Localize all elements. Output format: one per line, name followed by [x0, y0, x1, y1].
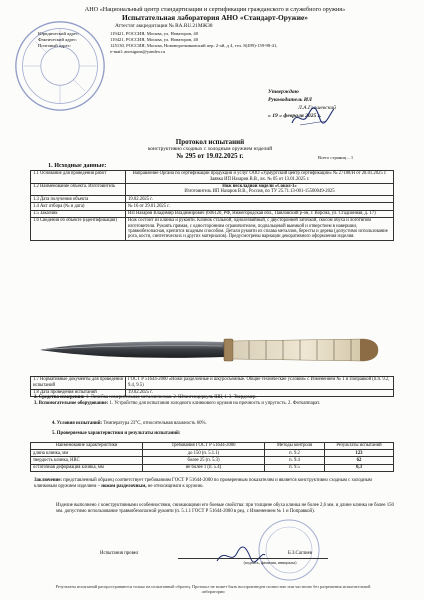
table-header-row — [31, 443, 394, 450]
table-cell: твердость клинка, HRC — [31, 457, 143, 464]
footer-note: Результаты испытаний распространяются только на испытанный образец. Протокол не может быть воспроизведен полностью или частично без разрешения испытательной лаборатории — [55, 584, 371, 594]
approval-line: Утверждаю — [268, 89, 299, 95]
regulation-table — [30, 376, 394, 397]
conditions-value: Температура 23°С, относительная влажность 60%. — [103, 421, 207, 426]
table-row — [31, 171, 394, 184]
table-value: Направление Органа по сертификации продукции и услуг ООО «Удмуртский центр сертификации» № 27188/Н от 28.01.2025 г. Заявка ИП Назаров В.В., вх. № 05 от 13.01.2025 г. — [126, 171, 394, 184]
table-cell: п. 9.4 — [265, 457, 325, 464]
contact-label: Почтовый адрес: — [38, 43, 72, 48]
accreditation: Аттестат аккредитации № RA.RU.21MЖ38 — [115, 23, 213, 29]
source-data-table — [30, 170, 394, 241]
aux-equipment-value: 1. Устройство для испытания холодного клинкового оружия на прочность и упругость. 2. Фотоаппарат. — [109, 401, 321, 406]
signature-name: Б.З.Саглиев — [288, 551, 312, 556]
table-key: 1.3 Дата получения объекта — [31, 196, 126, 203]
table-cell: длина клинка, мм — [31, 450, 143, 457]
approval-line: Л.А.Глашевский — [298, 105, 336, 111]
equipment-label: 2. Средства измерения: — [34, 395, 85, 400]
design-note: Изделие выполнено с конструктивными особенностями, снижающими его боевые свойства: при толщине обуха клинка не более 2,6 мм. и длине клинка не более 150 мм. допустимо использование травмобезопасной рукояти (п. 5.1.1 ГОСТ Р 51644-2000 в ред. с Изменением № 1 и Поправкой). — [56, 503, 394, 514]
protocol-title: Протокол испытаний — [175, 138, 245, 146]
contact-value: 125130, РОССИЯ, Москва, Нововоротниковский пер. 2-ой, д 4, тел. 8(499)-159-98-41, — [110, 43, 278, 48]
table-value — [126, 183, 394, 196]
table-key: 1.4 Акт отбора (№ и дата) — [31, 203, 126, 210]
table-cell: до 150 (п. 5.1.1) — [143, 450, 265, 457]
table-key: 1.7 Нормативные документы для проведения испытаний — [31, 377, 126, 390]
conclusion-text: представленный образец соответствует требованиям ГОСТ Р 51644-2000 по проверенным показателям и является конструктивно сходным с холодным клинковым оружием изделием – — [34, 478, 372, 489]
signature-image — [290, 105, 336, 129]
equipment-value: 1. Линейка измерительная металлическая. 2. Штангенциркуль ШЦ-1. 3. Твердомер. — [85, 395, 257, 400]
table-value: № 16 от 29.01.2025 г. — [126, 203, 394, 210]
column-header: Наименование характеристики — [31, 443, 143, 450]
protocol-subtitle: конструктивно сходных с холодным оружием изделий — [147, 146, 273, 152]
column-header: Требования ГОСТ Р 51644-2000 — [143, 443, 265, 450]
table-row — [31, 457, 394, 464]
table-cell: остаточная деформация клинка, мм — [31, 464, 143, 471]
table-row — [31, 196, 394, 203]
column-header: Методы контроля — [265, 443, 325, 450]
table-key: 1.1 Основание для проведения работ — [31, 171, 126, 184]
lab-line: Испытательная лаборатория АНО «Стандарт-Оружие» — [121, 13, 309, 22]
conclusion-label: Заключение: — [34, 478, 62, 483]
manufacturer: Изготовитель ИП Назаров В.В., Россия, по ТУ 25.71.13-001-15500049-2025 — [184, 189, 335, 195]
table-cell: 0,3 — [325, 464, 394, 471]
results-heading: 5. Проверяемые характеристики и результаты испытаний: — [52, 431, 181, 436]
table-cell: 62 — [325, 457, 394, 464]
conclusion-bold: ножом разделочным, — [101, 483, 147, 489]
org-line: АНО «Национальный центр стандартизации и сертификации гражданского и служебного оружия» — [84, 6, 346, 13]
approval-date: « 19 » февраля 2025 г. — [268, 113, 322, 119]
conditions-label: 4. Условия испытаний: — [52, 421, 103, 426]
table-cell: 123 — [325, 450, 394, 457]
signature-caption: (подпись, фамилия, инициалы) — [243, 560, 297, 565]
contact-label: Юридический адрес: — [38, 31, 80, 36]
conclusion — [34, 478, 396, 489]
conclusion-text-end: не относящимся к оружию. — [147, 483, 204, 489]
table-row — [31, 217, 394, 240]
table-row — [31, 464, 394, 471]
table-cell: более 25 (п. 5.3) — [143, 457, 265, 464]
conditions-line — [52, 421, 392, 427]
aux-equipment-line — [34, 401, 394, 407]
object-name: Нож нескладной модели «Сокол-1» — [222, 183, 297, 189]
contact-email: e-mail: anostguns@yandex.ru — [110, 49, 166, 54]
table-row — [31, 210, 394, 217]
signature-line — [178, 558, 328, 559]
table-row — [31, 450, 394, 457]
page-count: Всего страниц – 1 — [318, 155, 354, 160]
table-value: ГОСТ Р 51644-2000 «Ножи разделочные и шкуросъемные. Общие технические условия» с Изменением № 1 и Поправкой (п.п. 9.2, 9.4, 9.5) — [126, 377, 394, 390]
approval-line: Руководитель ИЛ — [268, 97, 312, 103]
table-cell: не более 1 (п. 5.4) — [143, 464, 265, 471]
section-heading: 1. Исходные данные: — [48, 162, 107, 169]
table-key: 1.8 Дата проведения испытаний — [31, 389, 126, 396]
contact-value: 119421, РОССИЯ, Москва, ул. Новаторов, 40 — [110, 31, 199, 36]
table-key: 1.5 Заказчик — [31, 210, 126, 217]
contact-value: 119421, РОССИЯ, Москва, ул. Новаторов, 40 — [110, 37, 199, 42]
protocol-number: № 295 от 19.02.2025 г. — [176, 152, 244, 160]
table-row — [31, 203, 394, 210]
aux-equipment-label: 3. Вспомогательное оборудование: — [34, 401, 109, 406]
table-value: 19.02.2025 г. — [126, 389, 394, 396]
signature-label: Испытания провел — [100, 551, 139, 556]
table-value: Нож состоит из клинка и рукояти. Клинок стальной, однолезвийный, с двусторонней заточкой, скосом обуха и логотипом изготовителя. Рукоять прямая, с односторонним ограничителем, подпальцевой выемкой и отверстием в навершии, травмобезопасная, крепится всадным способом. Детали рукояти из сплава металлов, бересты и дерева (допустимо использование рога, кости, синтетических и других материалов). Предусмотрены вариации декоративного оформления изделия. — [126, 217, 394, 240]
table-cell: п. 9.2 — [265, 450, 325, 457]
table-row — [31, 377, 394, 390]
equipment-line — [34, 395, 394, 401]
table-cell: п. 9.5 — [265, 464, 325, 471]
results-table — [30, 442, 394, 472]
table-key: 1.6 Сведения об объекте (идентификация) — [31, 217, 126, 240]
table-key: 1.2 Наименование объекта. Изготовитель — [31, 183, 126, 196]
contact-label: Фактический адрес: — [38, 37, 78, 42]
table-value: 19.02.2025 г. — [126, 196, 394, 203]
table-value: ИП Назаров Владимир Владимирович (606120, РФ, Нижегородская обл., Павловский р-он, г. Ворсма, ул. Стадионная, д. 17) — [126, 210, 394, 217]
knife-photo — [34, 326, 390, 376]
table-row — [31, 183, 394, 196]
column-header: Результаты испытаний — [325, 443, 394, 450]
